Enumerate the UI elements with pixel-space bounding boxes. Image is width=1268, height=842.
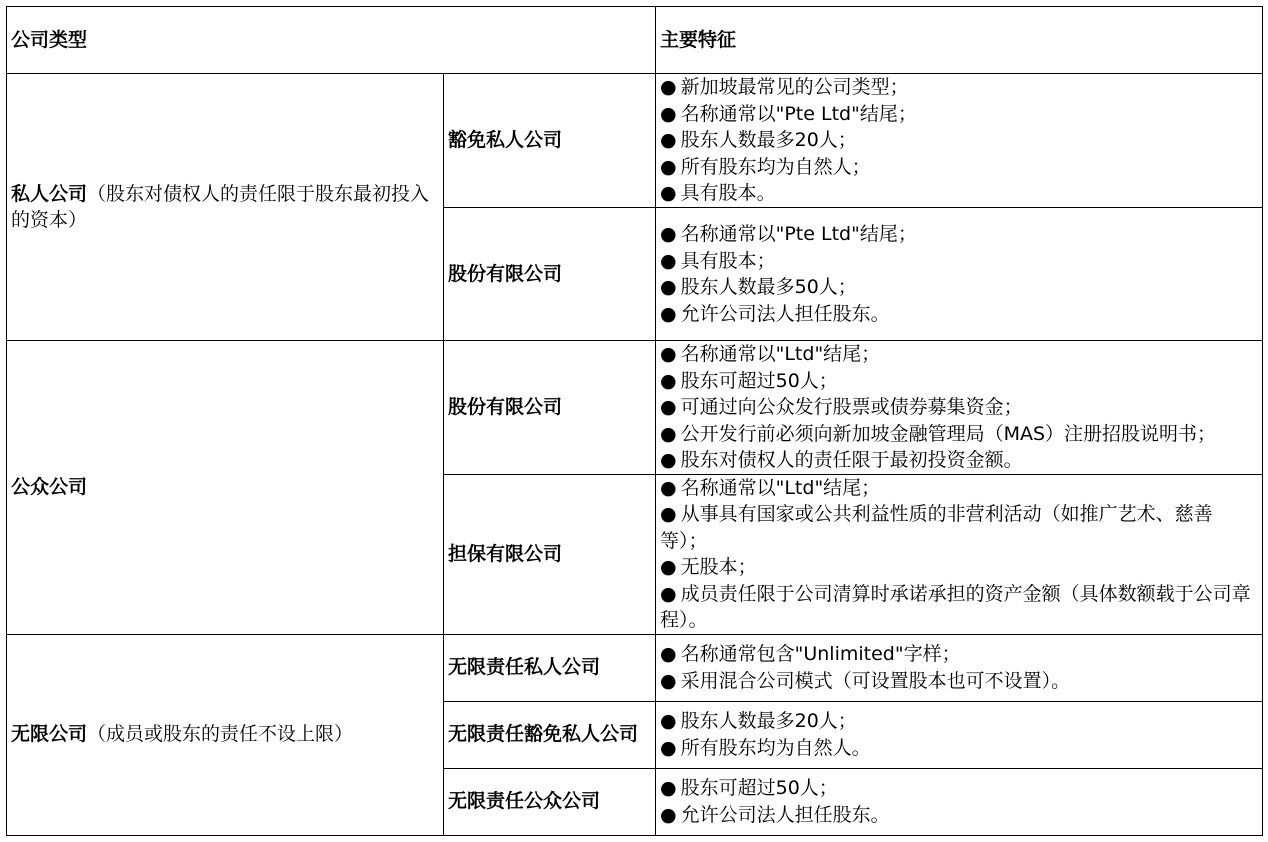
feature-item [660,127,1258,154]
bullet-icon: ● [660,643,677,665]
feature-text: 名称通常以"Ltd"结尾； [680,476,881,499]
company-category-name: 公众公司 [11,476,88,498]
feature-text: 新加坡最常见的公司类型； [680,76,909,99]
bullet-icon: ● [660,302,677,325]
feature-item [660,581,1258,634]
feature-item [660,301,1258,328]
bullet-icon: ● [660,343,677,365]
feature-text: 股东人数最多50人； [680,276,857,298]
feature-text: 股东可超过50人； [680,369,838,392]
features-cell [656,701,1263,768]
feature-item [660,274,1258,301]
feature-text: 公开发行前必须向新加坡金融管理局（MAS）注册招股说明书； [680,422,1217,445]
bullet-icon: ● [660,129,677,152]
company-category-name: 无限公司 [11,723,88,746]
feature-text: 所有股东均为自然人。 [680,736,871,759]
company-category-note: （股东对债权人的责任限于股东最初投入的资本） [11,182,430,231]
bullet-icon: ● [660,669,677,692]
feature-item [660,341,1258,368]
bullet-icon: ● [660,276,677,298]
bullet-icon: ● [660,182,677,205]
bullet-icon: ● [660,582,677,605]
feature-text: 成员责任限于公司清算时承诺承担的资产金额（具体数额载于公司章程）。 [660,582,1251,631]
feature-item [660,154,1258,181]
company-category-cell [7,341,444,635]
bullet-icon: ● [660,777,677,799]
company-subtype-cell: 股份有限公司 [444,208,656,341]
features-cell [656,208,1263,341]
feature-item [660,475,1258,502]
feature-text: 股东对债权人的责任限于最初投资金额。 [680,449,1023,471]
feature-item [660,668,1258,695]
feature-item [660,101,1258,128]
company-category-name: 私人公司 [11,182,88,205]
feature-item [660,368,1258,395]
feature-text: 股东人数最多20人； [680,710,857,732]
bullet-icon: ● [660,223,677,245]
feature-item [660,554,1258,581]
table-row [7,74,1263,208]
feature-text: 具有股本； [680,249,776,272]
header-company-type: 公司类型 [7,7,656,74]
table-row [7,634,1263,701]
feature-item [660,708,1258,735]
feature-text: 名称通常以"Pte Ltd"结尾； [680,102,917,125]
company-subtype-cell: 无限责任豁免私人公司 [444,701,656,768]
feature-item [660,641,1258,668]
company-category-cell [7,634,444,835]
feature-text: 名称通常以"Pte Ltd"结尾； [680,223,917,245]
company-subtype-cell: 担保有限公司 [444,474,656,634]
feature-text: 具有股本。 [680,182,776,205]
header-main-features: 主要特征 [656,7,1263,74]
bullet-icon: ● [660,556,677,578]
bullet-icon: ● [660,503,677,525]
bullet-icon: ● [660,369,677,392]
feature-text: 从事具有国家或公共利益性质的非营利活动（如推广艺术、慈善等）； [660,503,1213,552]
bullet-icon: ● [660,76,677,99]
features-cell [656,474,1263,634]
feature-item [660,221,1258,248]
feature-item [660,802,1258,829]
feature-text: 股东可超过50人； [680,777,838,799]
feature-item [660,74,1258,101]
company-subtype-cell: 无限责任私人公司 [444,634,656,701]
feature-item [660,180,1258,207]
company-types-table [6,6,1263,836]
feature-text: 允许公司法人担任股东。 [680,302,890,325]
feature-item [660,775,1258,802]
bullet-icon: ● [660,396,677,418]
feature-text: 股东人数最多20人； [680,129,857,152]
features-cell [656,341,1263,475]
feature-item [660,735,1258,762]
features-cell [656,768,1263,835]
bullet-icon: ● [660,710,677,732]
bullet-icon: ● [660,449,677,471]
table-row [7,341,1263,475]
bullet-icon: ● [660,736,677,759]
company-subtype-cell: 股份有限公司 [444,341,656,475]
feature-text: 名称通常以"Ltd"结尾； [680,343,881,365]
features-cell [656,74,1263,208]
bullet-icon: ● [660,803,677,826]
company-category-note: （成员或股东的责任不设上限） [87,723,354,746]
company-subtype-cell: 无限责任公众公司 [444,768,656,835]
company-subtype-cell: 豁免私人公司 [444,74,656,208]
company-category-cell [7,74,444,341]
feature-item [660,394,1258,421]
feature-item [660,421,1258,448]
feature-item [660,248,1258,275]
bullet-icon: ● [660,422,677,445]
bullet-icon: ● [660,249,677,272]
features-cell [656,634,1263,701]
bullet-icon: ● [660,155,677,178]
feature-text: 允许公司法人担任股东。 [680,803,890,826]
feature-item [660,447,1258,474]
feature-item [660,501,1258,554]
feature-text: 名称通常包含"Unlimited"字样； [680,643,961,665]
feature-text: 所有股东均为自然人； [680,155,871,178]
feature-text: 无股本； [680,556,757,578]
feature-text: 可通过向公众发行股票或债券募集资金； [680,396,1023,418]
header-row [7,7,1263,74]
bullet-icon: ● [660,102,677,125]
feature-text: 采用混合公司模式（可设置股本也可不设置）。 [680,669,1071,692]
bullet-icon: ● [660,476,677,499]
